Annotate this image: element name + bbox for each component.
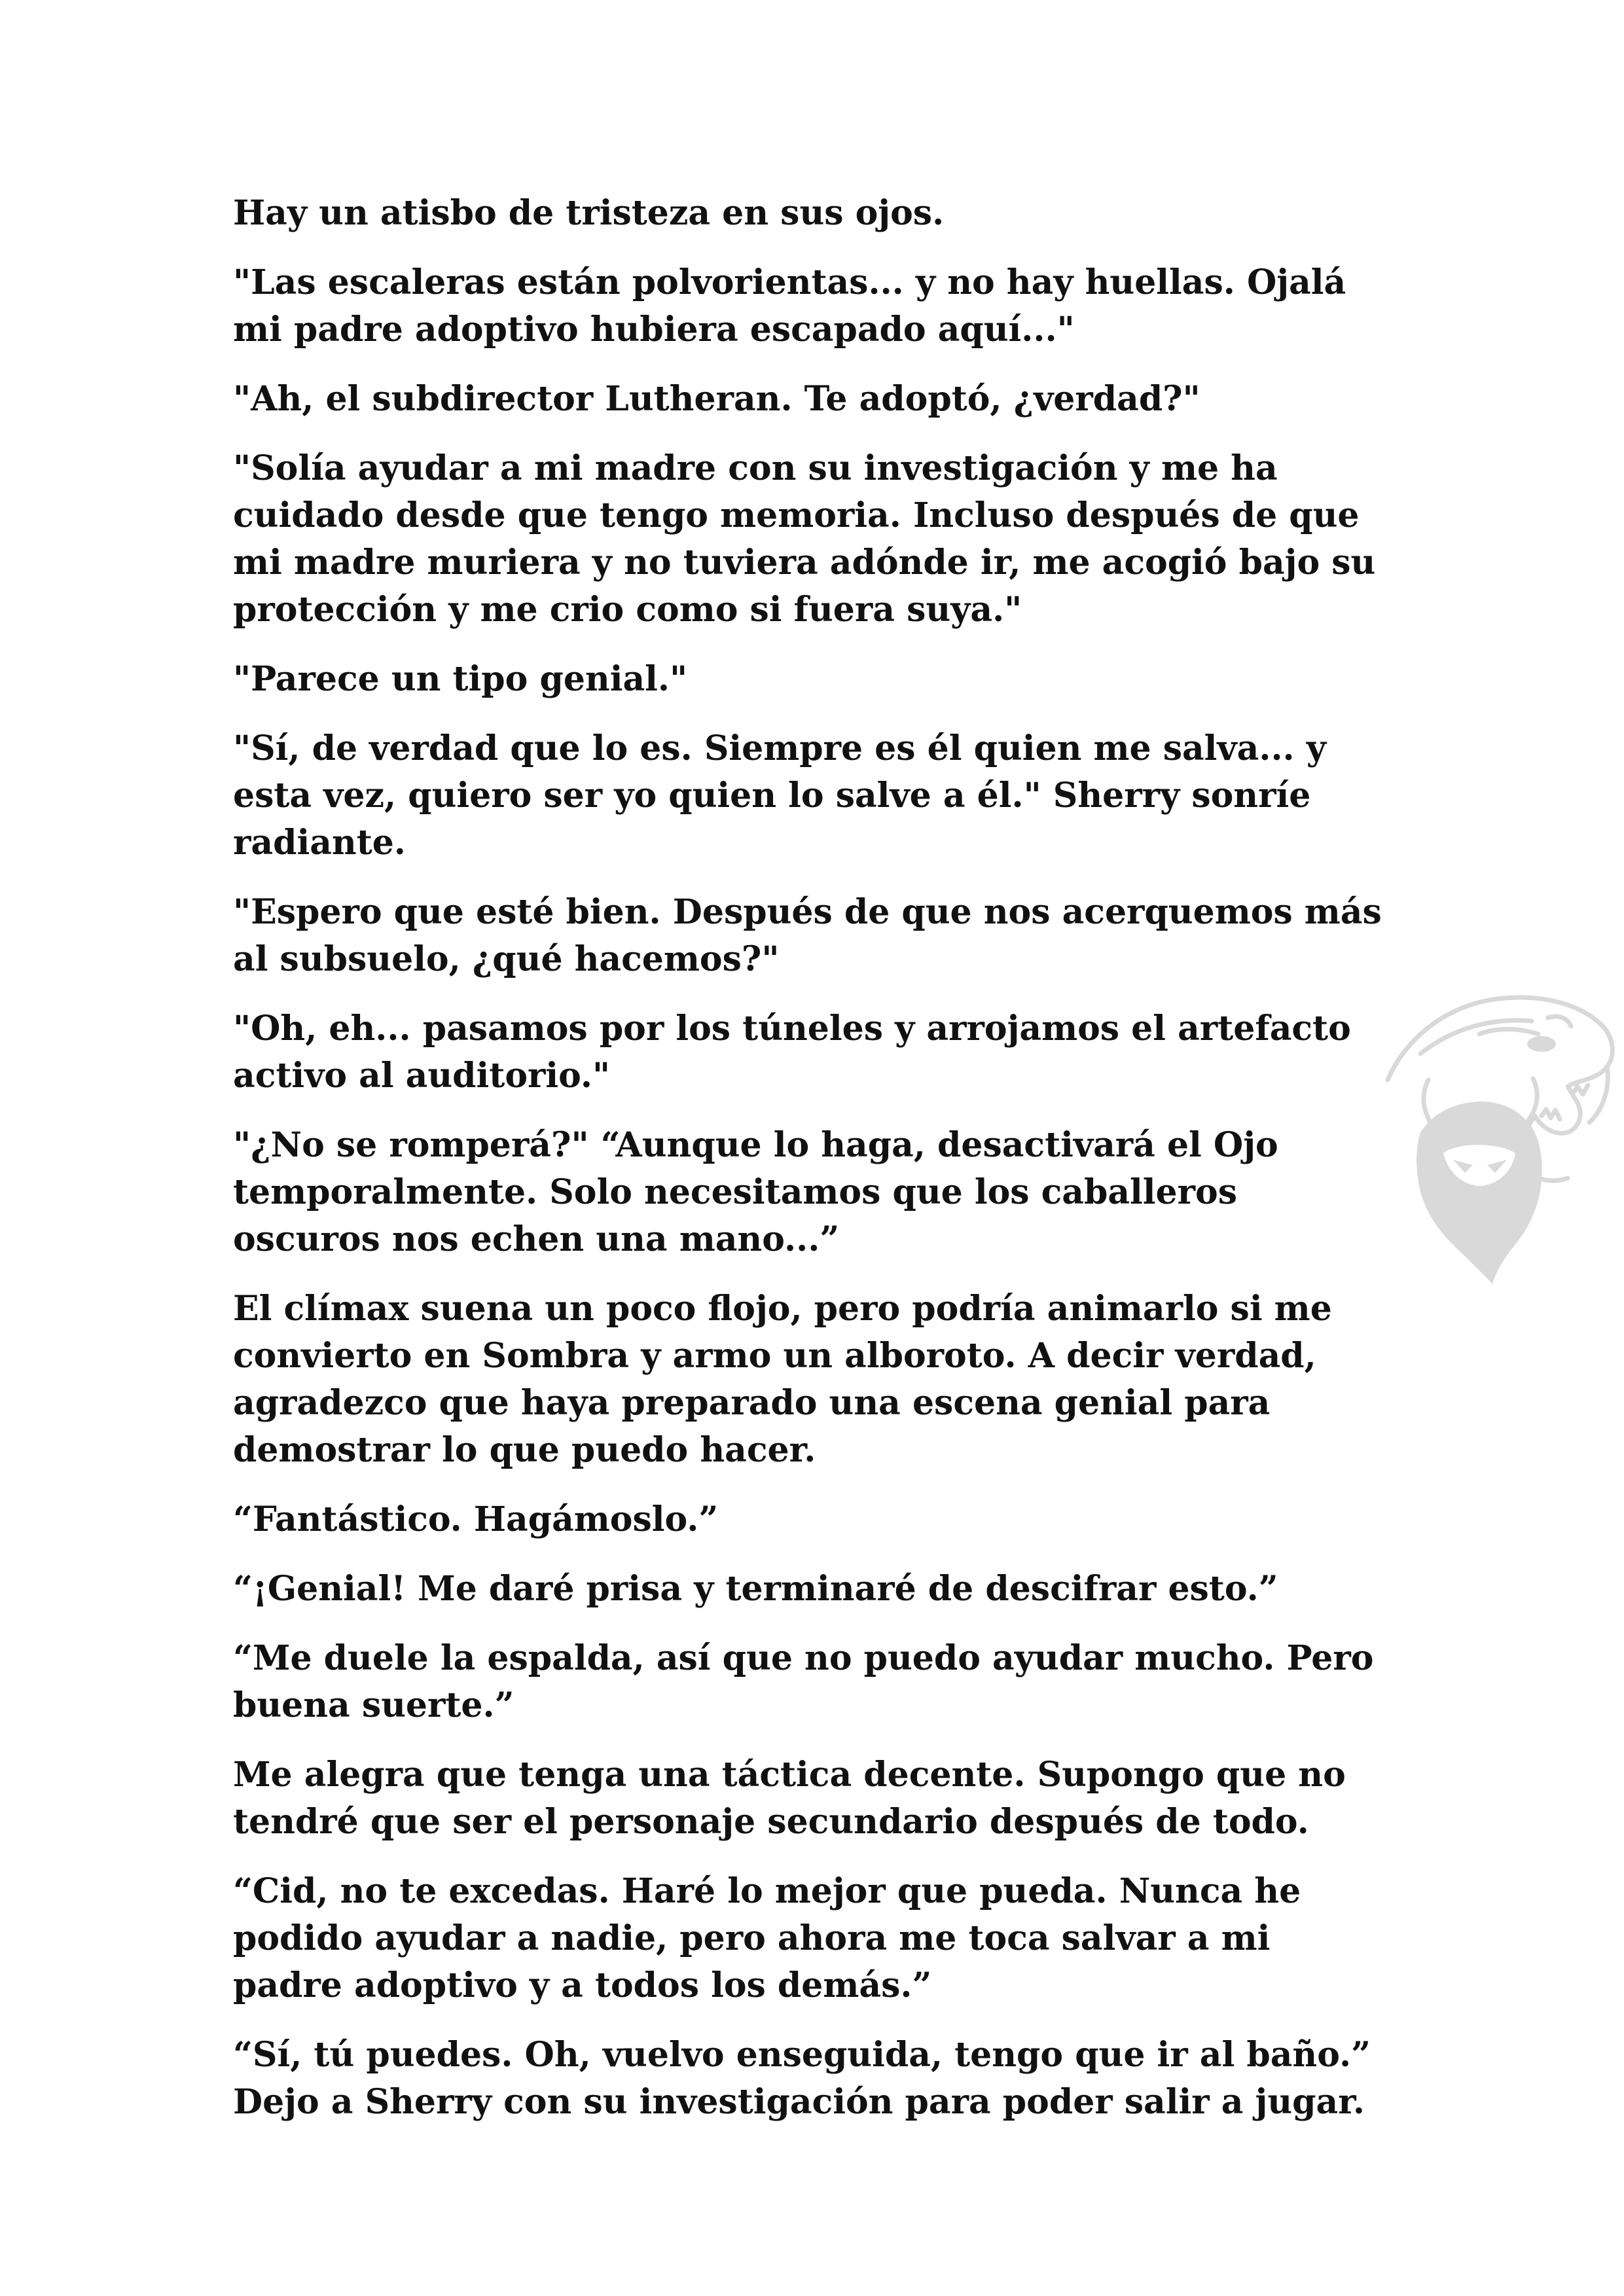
paragraph: “¡Genial! Me daré prisa y terminaré de descifrar esto.” bbox=[233, 1569, 1278, 1609]
paragraph: "Sí, de verdad que lo es. Siempre es él quien me salva... y esta vez, quiero ser yo quien lo salve a él." Sherry sonríe radiante. bbox=[233, 728, 1326, 863]
paragraph: “Fantástico. Hagámoslo.” bbox=[233, 1499, 719, 1539]
paragraph: “Sí, tú puedes. Oh, vuelvo enseguida, tengo que ir al baño.” Dejo a Sherry con su investigación para poder salir a jugar. bbox=[233, 2035, 1371, 2122]
paragraph: “Me duele la espalda, así que no puedo ayudar mucho. Pero buena suerte.” bbox=[233, 1638, 1374, 1725]
paragraph: "¿No se romperá?" “Aunque lo haga, desactivará el Ojo temporalmente. Solo necesitamos que los caballeros oscuros nos echen una mano...” bbox=[233, 1125, 1278, 1259]
paragraph: "Espero que esté bien. Después de que nos acerquemos más al subsuelo, ¿qué hacemos?" bbox=[233, 892, 1382, 979]
paragraph: "Oh, eh... pasamos por los túneles y arrojamos el artefacto activo al auditorio." bbox=[233, 1009, 1351, 1096]
body-text bbox=[233, 190, 1408, 2148]
paragraph: Me alegra que tenga una táctica decente. Supongo que no tendré que ser el personaje secundario después de todo. bbox=[233, 1755, 1346, 1842]
paragraph: "Las escaleras están polvorientas... y no hay huellas. Ojalá mi padre adoptivo hubiera escapado aquí..." bbox=[233, 262, 1346, 350]
paragraph: “Cid, no te excedas. Haré lo mejor que pueda. Nunca he podido ayudar a nadie, pero ahora me toca salvar a mi padre adoptivo y a todos los demás.” bbox=[233, 1871, 1301, 2005]
watermark-logo-icon bbox=[1381, 982, 1623, 1289]
paragraph: "Solía ayudar a mi madre con su investigación y me ha cuidado desde que tengo memoria. Incluso después de que mi madre muriera y no tuviera adónde ir, me acogió bajo su protección y me crio como si fuera suya." bbox=[233, 448, 1376, 630]
paragraph: "Ah, el subdirector Lutheran. Te adoptó, ¿verdad?" bbox=[233, 379, 1200, 419]
paragraph: El clímax suena un poco flojo, pero podría animarlo si me convierto en Sombra y armo un alboroto. A decir verdad, agradezco que haya preparado una escena genial para demostrar lo que puedo hacer. bbox=[233, 1289, 1332, 1470]
paragraph: "Parece un tipo genial." bbox=[233, 659, 688, 699]
paragraph: Hay un atisbo de tristeza en sus ojos. bbox=[233, 193, 945, 233]
